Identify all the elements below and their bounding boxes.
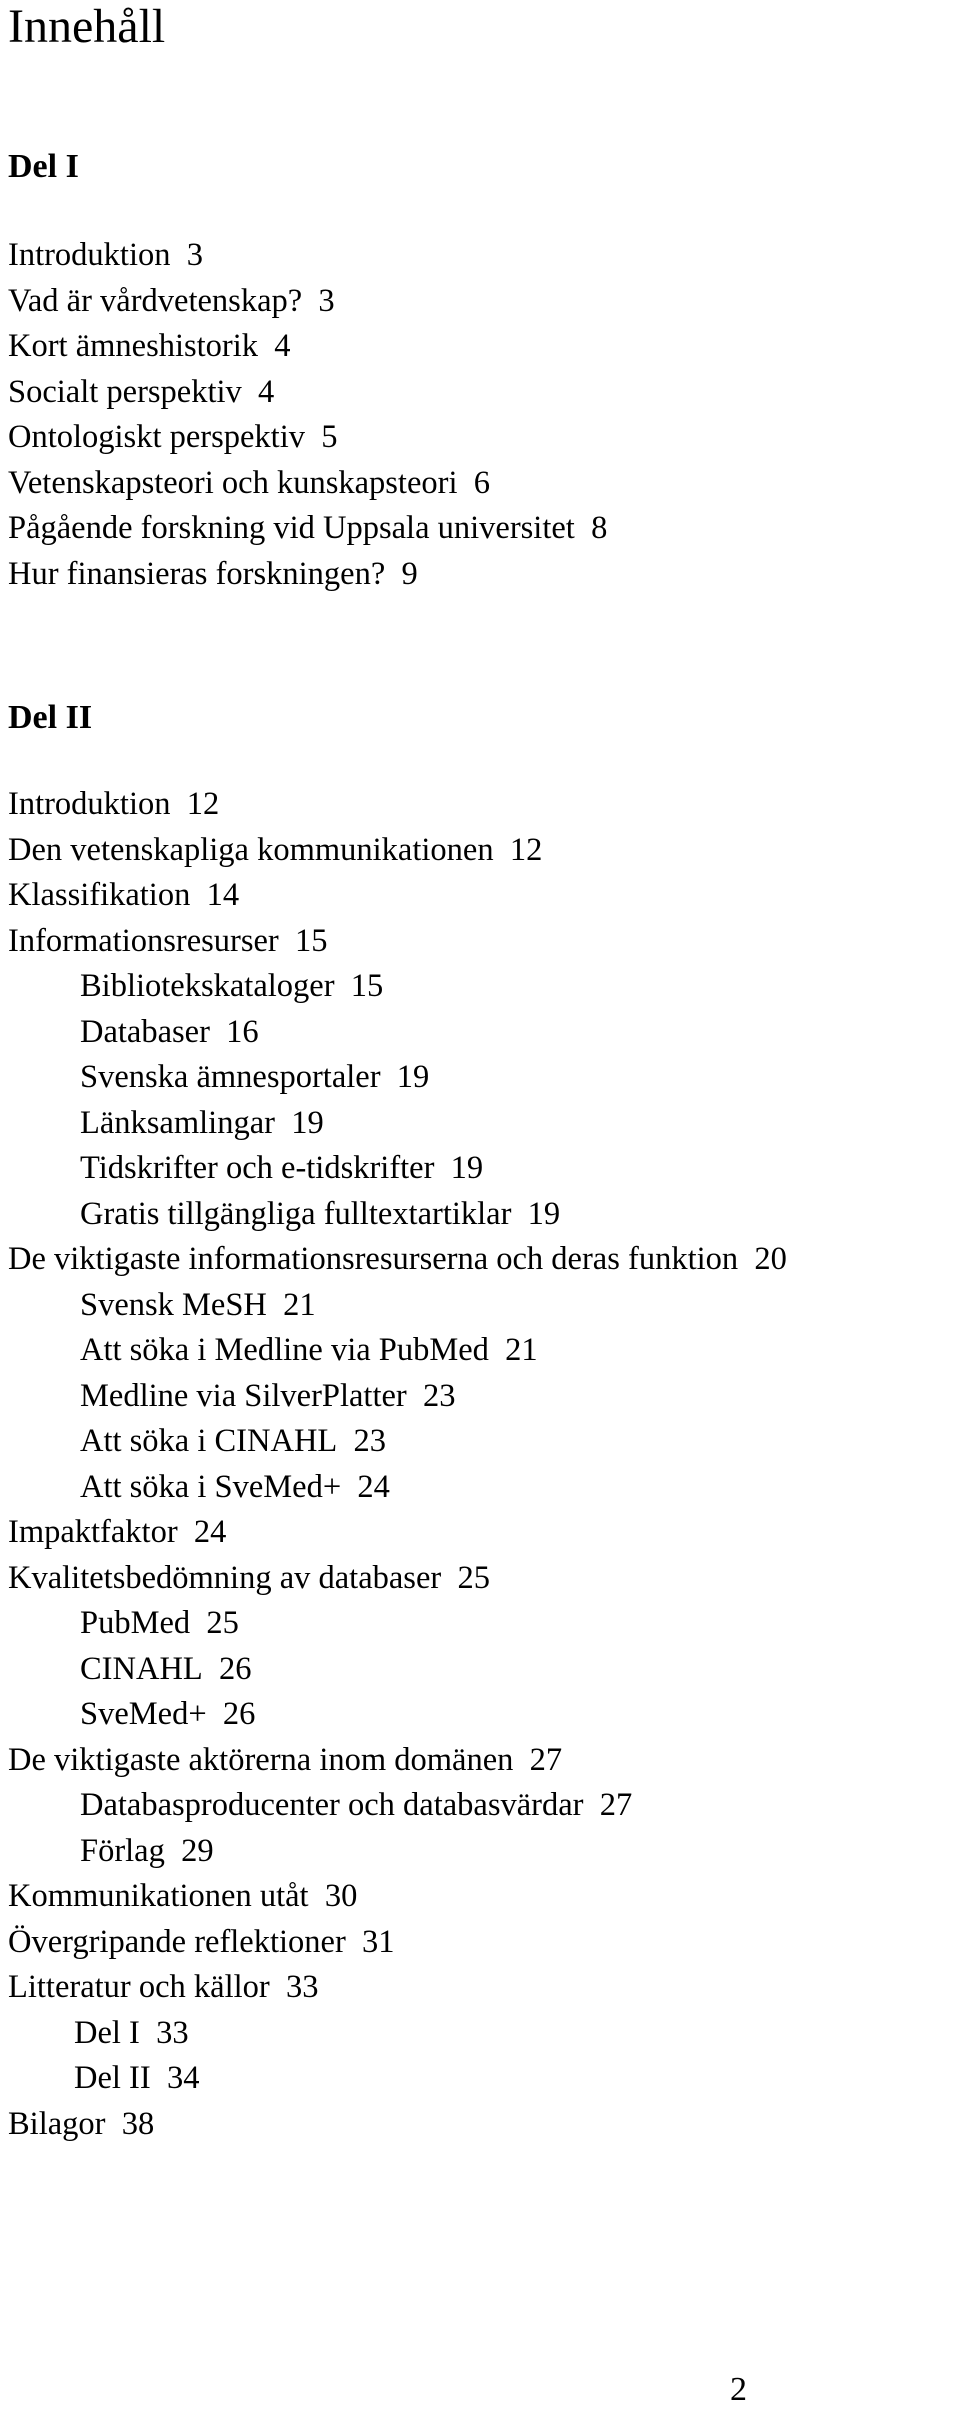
- toc-entry: [8, 1692, 787, 1738]
- toc-entry-title: Del II: [74, 2060, 151, 2096]
- toc-entry-page: 3: [318, 282, 335, 319]
- toc-entry-title: Att söka i SveMed+: [80, 1468, 342, 1505]
- toc-entry: [8, 1465, 787, 1511]
- toc-entry-page: 20: [754, 1241, 787, 1277]
- toc-entry: [8, 1283, 787, 1329]
- toc-entry-title: Att söka i CINAHL: [80, 1423, 338, 1459]
- toc-entry-page: 3: [186, 237, 203, 273]
- toc-entry-title: Socialt perspektiv: [8, 373, 242, 410]
- toc-entry: [8, 1419, 787, 1465]
- toc-entry-page: 23: [353, 1423, 387, 1459]
- toc-entry: [8, 279, 607, 325]
- toc-entry-page: 31: [362, 1923, 395, 1960]
- toc-entry: [8, 1783, 787, 1829]
- toc-entry: [8, 1738, 787, 1784]
- toc-entry: [8, 1010, 787, 1056]
- toc-entry: [8, 1328, 787, 1374]
- toc-entry-title: Kort ämneshistorik: [8, 328, 259, 364]
- toc-entry-page: 19: [450, 1150, 484, 1186]
- toc-entry: [8, 233, 607, 279]
- toc-entry: [8, 1510, 787, 1556]
- toc-entry-page: 14: [206, 877, 240, 913]
- toc-entry-title: Klassifikation: [8, 877, 191, 913]
- toc-entry: [8, 1237, 787, 1283]
- toc-entry-title: Bibliotekskataloger: [80, 968, 335, 1004]
- toc-entry-title: Informationsresurser: [8, 922, 279, 959]
- toc-entry-page: 30: [324, 1878, 358, 1914]
- toc-entry: [8, 1601, 787, 1647]
- toc-entry-page: 15: [295, 922, 328, 959]
- toc-entry-title: Länksamlingar: [80, 1104, 275, 1141]
- toc-entry-title: Att söka i Medline via PubMed: [80, 1332, 489, 1368]
- toc-entry-title: Svenska ämnesportaler: [80, 1059, 381, 1095]
- toc-entry-title: CINAHL: [80, 1650, 203, 1687]
- toc-entry-title: Förlag: [80, 1832, 165, 1869]
- toc-entry-page: 12: [509, 831, 543, 868]
- toc-entry-page: 23: [422, 1377, 456, 1414]
- toc-entry-title: Övergripande reflektioner: [8, 1923, 346, 1960]
- toc-entry-title: Kvalitetsbedömning av databaser: [8, 1559, 442, 1596]
- toc-entry: [8, 1101, 787, 1147]
- toc-entry: [8, 1647, 787, 1693]
- toc-entry: [8, 2102, 787, 2148]
- toc-entry-page: 19: [396, 1059, 430, 1095]
- toc-entry-title: Tidskrifter och e-tidskrifter: [80, 1150, 435, 1186]
- toc-entry-page: 4: [274, 328, 291, 364]
- page-title: Innehåll: [8, 0, 166, 53]
- toc-entry-page: 33: [156, 2014, 189, 2051]
- toc-entry-page: 8: [591, 510, 608, 546]
- toc-entry: [8, 324, 607, 370]
- toc-entry-page: 27: [599, 1787, 633, 1823]
- toc-entry: [8, 919, 787, 965]
- toc-entry-page: 27: [529, 1741, 563, 1778]
- toc-entry-title: SveMed+: [80, 1696, 207, 1732]
- page-number: 2: [730, 2371, 747, 2408]
- toc-entry-page: 21: [283, 1286, 316, 1323]
- toc-entry-title: Pågående forskning vid Uppsala universitet: [8, 510, 575, 546]
- toc-entry-page: 29: [181, 1832, 214, 1869]
- toc-entry-title: Svensk MeSH: [80, 1286, 267, 1323]
- toc-entry-title: Litteratur och källor: [8, 1969, 270, 2005]
- section-heading-del-2: Del II: [8, 699, 93, 736]
- toc-entry-title: Impaktfaktor: [8, 1514, 178, 1550]
- toc-entry-page: 25: [206, 1605, 239, 1641]
- toc-entry-page: 33: [285, 1969, 319, 2005]
- toc-entry-title: Introduktion: [8, 237, 171, 273]
- toc-entry-title: Vad är vårdvetenskap?: [8, 282, 303, 319]
- toc-entry: [8, 782, 787, 828]
- toc-entry-title: Databaser: [80, 1013, 210, 1050]
- toc-entry-page: 34: [166, 2060, 200, 2096]
- toc-entry-title: Databasproducenter och databasvärdar: [80, 1787, 584, 1823]
- toc-entry: [8, 2056, 787, 2102]
- toc-entry-page: 5: [321, 419, 338, 455]
- toc-entry-page: 26: [222, 1696, 256, 1732]
- toc-entry: [8, 964, 787, 1010]
- toc-entry-title: Bilagor: [8, 2105, 106, 2142]
- toc-entry: [8, 1874, 787, 1920]
- toc-entry-page: 25: [457, 1559, 490, 1596]
- toc-entry-page: 12: [186, 786, 220, 822]
- toc-entry-title: Kommunikationen utåt: [8, 1878, 309, 1914]
- toc-entry-page: 24: [357, 1468, 390, 1505]
- toc-entry: [8, 1374, 787, 1420]
- toc-entry-page: 16: [226, 1013, 259, 1050]
- toc-entry-page: 19: [527, 1195, 561, 1232]
- toc-entry-title: De viktigaste aktörerna inom domänen: [8, 1741, 514, 1778]
- toc-entry: [8, 1146, 787, 1192]
- toc-entry-title: Del I: [74, 2014, 140, 2051]
- toc-entry: [8, 1829, 787, 1875]
- toc-entry: [8, 1920, 787, 1966]
- toc-entry: [8, 552, 607, 598]
- toc-entry-page: 4: [258, 373, 275, 410]
- toc-entry: [8, 1556, 787, 1602]
- toc-entry-title: Ontologiskt perspektiv: [8, 419, 305, 455]
- toc-entry-page: 15: [350, 968, 384, 1004]
- toc-entry-title: Gratis tillgängliga fulltextartiklar: [80, 1195, 512, 1232]
- toc-entry: [8, 1192, 787, 1238]
- toc-entry: [8, 1965, 787, 2011]
- toc-entry-page: 6: [473, 464, 490, 501]
- toc-entry-title: Medline via SilverPlatter: [80, 1377, 407, 1414]
- toc-entry-page: 24: [193, 1514, 227, 1550]
- toc-entry-title: Hur finansieras forskningen?: [8, 555, 386, 592]
- toc-entry: [8, 2011, 787, 2057]
- toc-entry: [8, 873, 787, 919]
- toc-entry-title: Vetenskapsteori och kunskapsteori: [8, 464, 458, 501]
- toc-entry-page: 38: [121, 2105, 155, 2142]
- toc-entry-page: 19: [291, 1104, 324, 1141]
- toc-entry-title: Den vetenskapliga kommunikationen: [8, 831, 494, 868]
- toc-entry: [8, 461, 607, 507]
- toc-entry: [8, 828, 787, 874]
- toc-entry: [8, 1055, 787, 1101]
- toc-entry-title: Introduktion: [8, 786, 171, 822]
- toc-entry-page: 26: [219, 1650, 252, 1687]
- toc-entry-page: 21: [505, 1332, 538, 1368]
- toc-entry: [8, 506, 607, 552]
- toc-list-del-2: [8, 782, 787, 2147]
- toc-list-del-1: [8, 233, 607, 597]
- toc-entry-title: PubMed: [80, 1605, 191, 1641]
- section-heading-del-1: Del I: [8, 148, 79, 185]
- toc-entry-page: 9: [401, 555, 418, 592]
- toc-entry-title: De viktigaste informationsresurserna och deras funktion: [8, 1241, 739, 1277]
- toc-entry: [8, 370, 607, 416]
- toc-entry: [8, 415, 607, 461]
